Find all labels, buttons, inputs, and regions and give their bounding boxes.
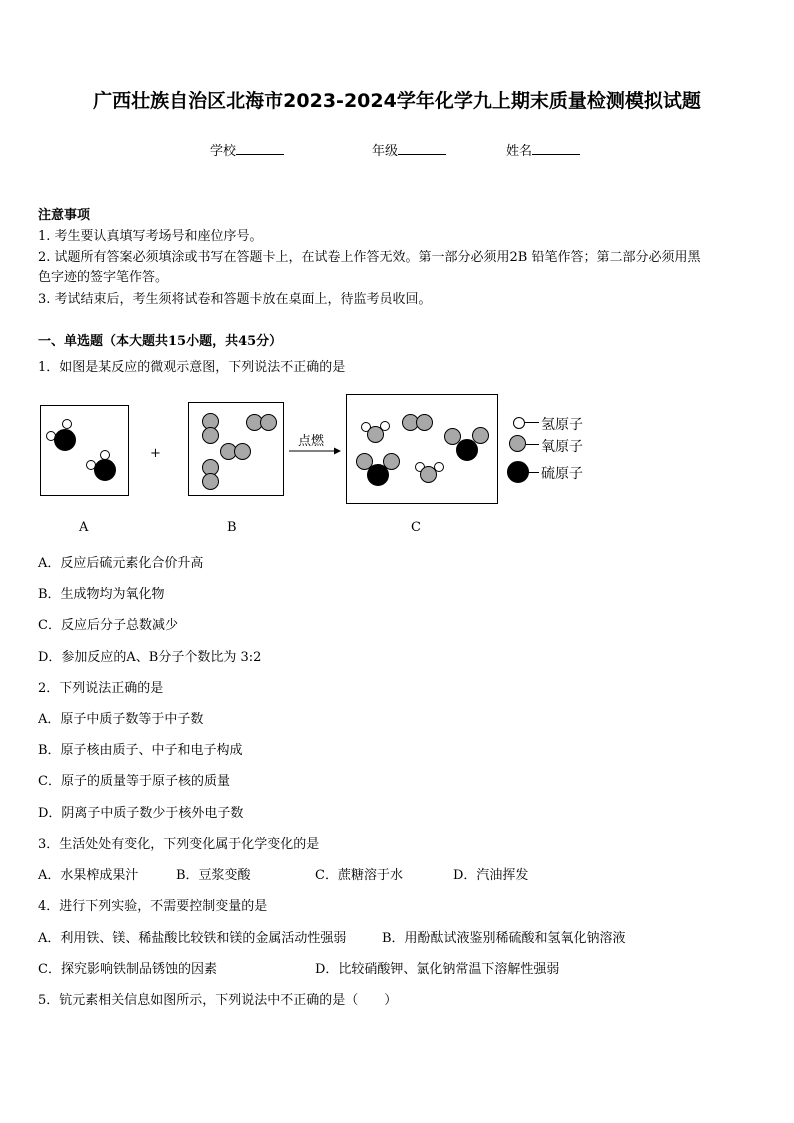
name-label: 姓名 (506, 144, 533, 159)
notes-heading: 注意事项 (38, 208, 91, 223)
grade-field (372, 140, 446, 159)
note-item: 2. 试题所有答案必须填涂或书写在答题卡上，在试卷上作答无效。第一部分必须用2B 铅笔作答；第二部分必须用黑 (38, 250, 701, 265)
option: D．比较硝酸钾、氯化钠常温下溶解性强弱 (315, 962, 560, 977)
sulfur-atom (367, 464, 389, 486)
option: A．水果榨成果汁 (38, 868, 139, 883)
option: D．参加反应的A、B分子个数比为 3:2 (38, 650, 262, 665)
school-blank (236, 142, 284, 155)
school-label: 学校 (210, 144, 237, 159)
option: B．用酚酞试液鉴别稀硫酸和氢氧化钠溶液 (382, 931, 626, 946)
grade-blank (398, 142, 446, 155)
plus-sign: + (150, 446, 161, 461)
legend-hydrogen-label: 氢原子 (541, 417, 583, 433)
legend-line (526, 444, 539, 445)
box-a (40, 405, 129, 496)
option: D．阴离子中质子数少于核外电子数 (38, 806, 244, 821)
legend-oxygen-label: 氧原子 (541, 439, 583, 455)
option: D．汽油挥发 (453, 868, 529, 883)
note-item: 色字迹的签字笔作答。 (38, 270, 169, 285)
option: B．豆浆变酸 (176, 868, 251, 883)
option: A．原子中质子数等于中子数 (38, 712, 204, 727)
oxygen-atom (202, 427, 219, 444)
question-stem: 1．如图是某反应的微观示意图，下列说法不正确的是 (38, 360, 346, 375)
option: C．探究影响铁制品锈蚀的因素 (38, 962, 217, 977)
box-label-b: B (227, 520, 237, 535)
sulfur-atom (54, 429, 76, 451)
option: C．反应后分子总数减少 (38, 618, 178, 633)
question-stem: 5．钪元素相关信息如图所示，下列说法中不正确的是（ ） (38, 993, 398, 1008)
oxygen-atom (260, 414, 277, 431)
option: A．利用铁、镁、稀盐酸比较铁和镁的金属活动性强弱 (38, 931, 347, 946)
name-blank (532, 142, 580, 155)
box-label-c: C (411, 520, 421, 535)
arrow-label: 点燃 (298, 434, 325, 449)
section-heading: 一、单选题（本大题共15小题，共45分） (38, 334, 283, 349)
question-stem: 2．下列说法正确的是 (38, 681, 164, 696)
option: B．原子核由质子、中子和电子构成 (38, 743, 243, 758)
legend-hydrogen-icon (513, 417, 525, 429)
box-b (188, 402, 284, 496)
grade-label: 年级 (372, 144, 399, 159)
note-item: 1. 考生要认真填写考场号和座位序号。 (38, 229, 263, 244)
oxygen-atom (234, 443, 251, 460)
oxygen-atom (416, 414, 433, 431)
box-label-a: A (79, 520, 89, 535)
sulfur-atom (94, 459, 116, 481)
option: B．生成物均为氧化物 (38, 587, 165, 602)
option: C．原子的质量等于原子核的质量 (38, 774, 230, 789)
reaction-arrow-icon (288, 446, 342, 456)
page-title: 广西壮族自治区北海市2023-2024学年化学九上期末质量检测模拟试题 (93, 90, 701, 112)
option: A．反应后硫元素化合价升高 (38, 556, 204, 571)
legend-sulfur-icon (507, 461, 529, 483)
school-field (210, 140, 284, 159)
option: C．蔗糖溶于水 (315, 868, 403, 883)
sulfur-atom (456, 439, 478, 461)
legend-sulfur-label: 硫原子 (541, 466, 583, 482)
oxygen-atom (367, 426, 384, 443)
legend-line (529, 472, 539, 473)
oxygen-atom (202, 473, 219, 490)
hydrogen-atom (62, 419, 72, 429)
name-field (506, 140, 580, 159)
question-stem: 3．生活处处有变化，下列变化属于化学变化的是 (38, 837, 320, 852)
question-stem: 4．进行下列实验，不需要控制变量的是 (38, 899, 268, 914)
legend-line (525, 422, 539, 423)
legend-oxygen-icon (509, 435, 526, 452)
oxygen-atom (420, 466, 437, 483)
note-item: 3. 考试结束后，考生须将试卷和答题卡放在桌面上，待监考员收回。 (38, 292, 432, 307)
box-c (346, 394, 498, 504)
